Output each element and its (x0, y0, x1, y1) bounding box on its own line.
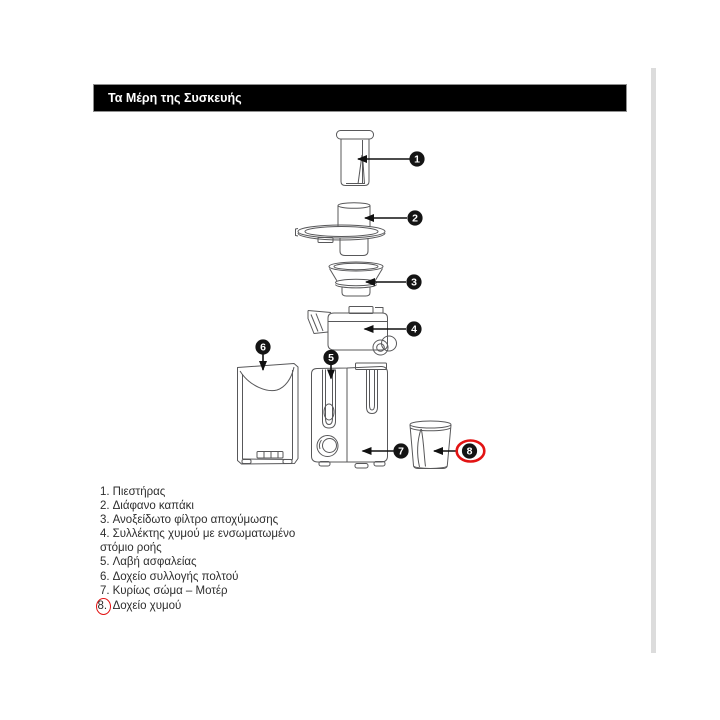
callout-1 (409, 151, 424, 166)
parts-list-item-wrap (100, 541, 420, 555)
part-label: Λαβή ασφαλείας (112, 556, 197, 569)
svg-text:5: 5 (328, 352, 334, 365)
parts-list-item (100, 555, 420, 569)
parts-list-item (100, 527, 420, 541)
callout-4 (406, 321, 421, 336)
part-number: 3. (100, 514, 110, 527)
part-lid (296, 203, 386, 256)
scrollbar-track[interactable] (651, 68, 656, 653)
part-pulp-container (238, 364, 299, 465)
part-number: 6. (100, 570, 110, 583)
parts-list (97, 485, 420, 615)
parts-list-item (100, 584, 420, 598)
section-title: Τα Μέρη της Συσκευής (108, 91, 242, 105)
callout-5 (323, 350, 338, 365)
exploded-diagram (230, 110, 520, 490)
svg-text:7: 7 (398, 445, 404, 458)
part-label: στόμιο ροής (100, 542, 162, 555)
juicer-exploded-view-drawing (230, 110, 520, 490)
callout-2 (407, 210, 422, 225)
parts-list-item (100, 513, 420, 527)
callout-7 (393, 443, 408, 458)
part-motor-body (312, 363, 388, 468)
svg-text:3: 3 (411, 276, 417, 289)
part-label: Συλλέκτης χυμού με ενσωματωμένο (112, 528, 296, 541)
part-label: Κυρίως σώμα – Μοτέρ (112, 584, 228, 597)
part-number: 2. (100, 500, 110, 513)
section-header (93, 84, 627, 112)
part-number: 7. (100, 584, 110, 597)
part-filter (329, 262, 383, 296)
parts-list-item (100, 570, 420, 584)
part-pusher (337, 131, 374, 186)
part-label: Δοχείο συλλογής πολτού (112, 570, 239, 583)
callout-8 (462, 443, 477, 458)
part-juice-cup (410, 421, 451, 469)
part-number: 1. (100, 486, 110, 498)
parts-list-item (100, 485, 420, 499)
part-number-highlighted: 8. (96, 598, 111, 615)
svg-text:4: 4 (411, 323, 417, 336)
part-number: 5. (100, 556, 110, 569)
part-number: 4. (100, 528, 110, 541)
svg-text:8: 8 (466, 445, 473, 458)
parts-list-item (97, 598, 420, 615)
part-label: Πιεστήρας (112, 486, 166, 498)
svg-text:1: 1 (414, 153, 420, 166)
callout-3 (406, 274, 421, 289)
parts-list-item (100, 499, 420, 513)
part-juice-collector (308, 307, 397, 356)
part-label: Διάφανο καπάκι (112, 500, 194, 513)
svg-text:6: 6 (260, 341, 266, 354)
svg-text:2: 2 (412, 212, 418, 225)
callout-6 (255, 339, 270, 354)
part-label: Δοχείο χυμού (112, 599, 182, 612)
part-label: Ανοξείδωτο φίλτρο αποχύμωσης (112, 514, 279, 527)
